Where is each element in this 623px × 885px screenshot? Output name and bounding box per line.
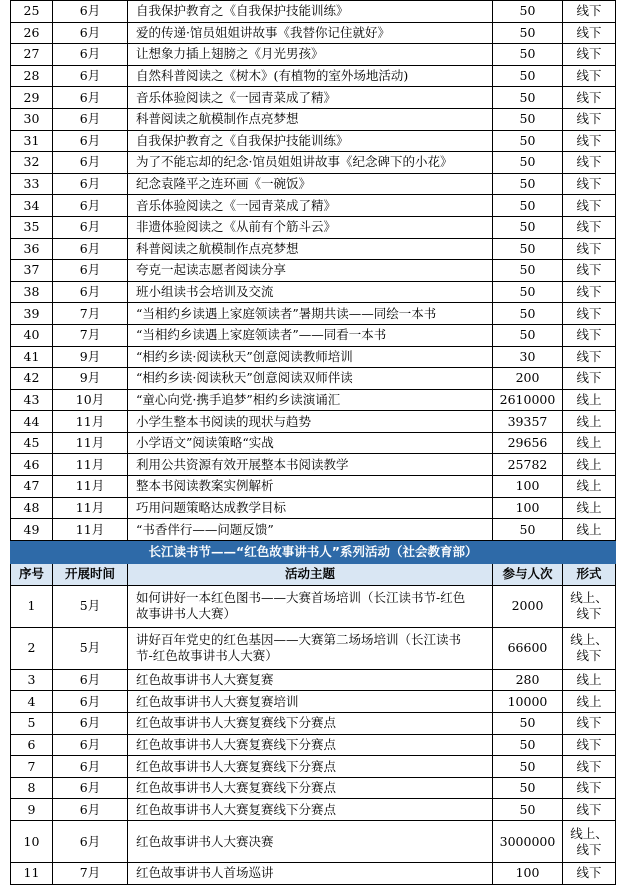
cell-count: 50 (493, 216, 563, 238)
cell-count: 30 (493, 346, 563, 368)
section-banner-row (11, 541, 616, 563)
cell-no: 40 (11, 324, 53, 346)
cell-form: 线下 (563, 152, 616, 174)
cell-form: 线上 (563, 519, 616, 541)
cell-topic: 为了不能忘却的纪念·馆员姐姐讲故事《纪念碑下的小花》 (128, 152, 493, 174)
cell-time: 11月 (53, 454, 128, 476)
cell-topic: 红色故事讲书人大赛复赛线下分赛点 (128, 777, 493, 799)
cell-form: 线下 (563, 260, 616, 282)
cell-topic: “相约乡读·阅读秋天”创意阅读双师伴读 (128, 368, 493, 390)
cell-form: 线上 (563, 497, 616, 519)
cell-topic: 利用公共资源有效开展整本书阅读教学 (128, 454, 493, 476)
cell-count: 50 (493, 303, 563, 325)
cell-time: 6月 (53, 152, 128, 174)
cell-topic: 夸克一起读志愿者阅读分享 (128, 260, 493, 282)
cell-count: 66600 (493, 627, 563, 669)
cell-count: 50 (493, 173, 563, 195)
cell-form-line: 线上、 (570, 825, 608, 841)
cell-time: 6月 (53, 756, 128, 778)
cell-time: 6月 (53, 238, 128, 260)
cell-no: 2 (11, 627, 53, 669)
table-row (11, 519, 616, 541)
cell-time: 10月 (53, 389, 128, 411)
cell-form-line: 线上、 (570, 590, 608, 606)
table-row (11, 777, 616, 799)
cell-count: 29656 (493, 432, 563, 454)
cell-count: 280 (493, 669, 563, 691)
cell-form: 线下 (563, 195, 616, 217)
table-row (11, 238, 616, 260)
table-row (11, 863, 616, 885)
cell-form: 线下 (563, 346, 616, 368)
cell-no: 25 (11, 1, 53, 23)
cell-topic: 红色故事讲书人大赛复赛培训 (128, 691, 493, 713)
table-row (11, 432, 616, 454)
cell-time: 6月 (53, 669, 128, 691)
cell-form: 线下 (563, 44, 616, 66)
table-row (11, 411, 616, 433)
document-page (10, 0, 615, 885)
cell-time: 11月 (53, 432, 128, 454)
cell-topic (128, 627, 493, 669)
cell-topic-line: 节-红色故事讲书人大赛） (136, 648, 278, 664)
cell-count: 50 (493, 281, 563, 303)
cell-time: 6月 (53, 281, 128, 303)
cell-time: 6月 (53, 691, 128, 713)
table-row (11, 87, 616, 109)
cell-count: 10000 (493, 691, 563, 713)
cell-no: 42 (11, 368, 53, 390)
cell-count: 50 (493, 44, 563, 66)
table-row (11, 108, 616, 130)
table-row (11, 476, 616, 498)
table-row (11, 195, 616, 217)
cell-no: 33 (11, 173, 53, 195)
cell-no: 6 (11, 734, 53, 756)
table-row (11, 324, 616, 346)
cell-form: 线下 (563, 324, 616, 346)
cell-topic: 科普阅读之航模制作点亮梦想 (128, 108, 493, 130)
cell-form: 线下 (563, 303, 616, 325)
cell-time: 7月 (53, 324, 128, 346)
cell-count: 50 (493, 238, 563, 260)
cell-form: 线上 (563, 389, 616, 411)
header-row (11, 563, 616, 585)
table-row (11, 65, 616, 87)
table-row (11, 799, 616, 821)
cell-count: 50 (493, 324, 563, 346)
cell-no: 11 (11, 863, 53, 885)
cell-topic: 纪念袁隆平之连环画《一碗饭》 (128, 173, 493, 195)
cell-form: 线下 (563, 799, 616, 821)
cell-topic: 小学语文”阅读策略“实战 (128, 432, 493, 454)
table-row (11, 497, 616, 519)
table-row (11, 669, 616, 691)
cell-topic: 科普阅读之航模制作点亮梦想 (128, 238, 493, 260)
cell-count: 200 (493, 368, 563, 390)
cell-time: 11月 (53, 497, 128, 519)
cell-no: 32 (11, 152, 53, 174)
table-row (11, 368, 616, 390)
cell-form: 线上 (563, 476, 616, 498)
cell-time: 7月 (53, 303, 128, 325)
cell-form: 线下 (563, 216, 616, 238)
cell-topic: 自我保护教育之《自我保护技能训练》 (128, 130, 493, 152)
activity-table-1-body (11, 1, 616, 541)
table-row (11, 130, 616, 152)
cell-no: 36 (11, 238, 53, 260)
header-no: 序号 (11, 563, 53, 585)
cell-form: 线下 (563, 281, 616, 303)
activity-table-2-body (11, 541, 616, 884)
cell-no: 48 (11, 497, 53, 519)
cell-count: 2610000 (493, 389, 563, 411)
cell-form: 线下 (563, 65, 616, 87)
cell-no: 43 (11, 389, 53, 411)
cell-time: 9月 (53, 346, 128, 368)
cell-topic: 红色故事讲书人大赛复赛线下分赛点 (128, 713, 493, 735)
table-row (11, 1, 616, 23)
cell-time: 5月 (53, 585, 128, 627)
cell-topic: 爱的传递·馆员姐姐讲故事《我替你记住就好》 (128, 22, 493, 44)
cell-form: 线下 (563, 87, 616, 109)
cell-topic: 红色故事讲书人大赛复赛线下分赛点 (128, 799, 493, 821)
table-row (11, 152, 616, 174)
cell-time: 6月 (53, 713, 128, 735)
cell-form: 线下 (563, 713, 616, 735)
cell-no: 7 (11, 756, 53, 778)
cell-time: 7月 (53, 863, 128, 885)
cell-count: 50 (493, 1, 563, 23)
cell-form: 线下 (563, 734, 616, 756)
cell-time: 6月 (53, 130, 128, 152)
cell-count: 100 (493, 476, 563, 498)
table-row (11, 303, 616, 325)
cell-count: 50 (493, 130, 563, 152)
cell-form: 线下 (563, 130, 616, 152)
cell-topic: “书香伴行——问题反馈” (128, 519, 493, 541)
cell-form: 线下 (563, 368, 616, 390)
cell-no: 28 (11, 65, 53, 87)
cell-time: 6月 (53, 1, 128, 23)
table-row (11, 454, 616, 476)
table-row (11, 281, 616, 303)
cell-no: 34 (11, 195, 53, 217)
header-time: 开展时间 (53, 563, 128, 585)
cell-topic: “当相约乡读遇上家庭领读者”——同看一本书 (128, 324, 493, 346)
table-row (11, 216, 616, 238)
activity-table-2 (10, 541, 616, 885)
cell-count: 50 (493, 108, 563, 130)
cell-count: 50 (493, 195, 563, 217)
cell-form: 线下 (563, 777, 616, 799)
cell-form: 线下 (563, 173, 616, 195)
cell-count: 50 (493, 799, 563, 821)
cell-time: 11月 (53, 411, 128, 433)
cell-time: 6月 (53, 216, 128, 238)
cell-topic: 红色故事讲书人首场巡讲 (128, 863, 493, 885)
cell-form-line: 线下 (576, 648, 602, 664)
cell-no: 47 (11, 476, 53, 498)
cell-form: 线上 (563, 432, 616, 454)
table-row (11, 691, 616, 713)
cell-no: 31 (11, 130, 53, 152)
cell-time: 6月 (53, 87, 128, 109)
cell-form (563, 627, 616, 669)
cell-time: 11月 (53, 519, 128, 541)
cell-topic (128, 585, 493, 627)
cell-topic-line: 如何讲好一本红色图书——大赛首场培训（长江读书节-红色 (136, 590, 466, 606)
table-row (11, 260, 616, 282)
cell-form: 线下 (563, 238, 616, 260)
cell-time: 11月 (53, 476, 128, 498)
table-row (11, 585, 616, 627)
cell-topic: 非遗体验阅读之《从前有个筋斗云》 (128, 216, 493, 238)
cell-no: 37 (11, 260, 53, 282)
cell-no: 29 (11, 87, 53, 109)
cell-no: 26 (11, 22, 53, 44)
cell-no: 41 (11, 346, 53, 368)
cell-form: 线下 (563, 22, 616, 44)
cell-count: 39357 (493, 411, 563, 433)
cell-form: 线上 (563, 454, 616, 476)
cell-topic: “相约乡读·阅读秋天”创意阅读教师培训 (128, 346, 493, 368)
cell-topic: 红色故事讲书人大赛复赛线下分赛点 (128, 756, 493, 778)
cell-time: 6月 (53, 777, 128, 799)
header-topic: 活动主题 (128, 563, 493, 585)
table-row (11, 734, 616, 756)
cell-no: 38 (11, 281, 53, 303)
table-row (11, 713, 616, 735)
cell-count: 2000 (493, 585, 563, 627)
cell-topic: “童心向党·携手追梦”相约乡读演诵汇 (128, 389, 493, 411)
cell-topic: 班小组读书会培训及交流 (128, 281, 493, 303)
cell-form (563, 821, 616, 863)
cell-form: 线下 (563, 1, 616, 23)
cell-topic-line: 讲好百年党史的红色基因——大赛第二场场培训（长江读书 (136, 632, 462, 648)
cell-topic: “当相约乡读遇上家庭领读者”暑期共读——同绘一本书 (128, 303, 493, 325)
cell-topic-line: 故事讲书人大赛） (136, 606, 237, 622)
cell-topic: 巧用问题策略达成教学目标 (128, 497, 493, 519)
table-row (11, 389, 616, 411)
table-row (11, 756, 616, 778)
cell-no: 44 (11, 411, 53, 433)
cell-count: 50 (493, 756, 563, 778)
cell-count: 50 (493, 22, 563, 44)
cell-no: 5 (11, 713, 53, 735)
table-row (11, 22, 616, 44)
cell-form (563, 585, 616, 627)
cell-time: 6月 (53, 108, 128, 130)
cell-no: 35 (11, 216, 53, 238)
cell-no: 30 (11, 108, 53, 130)
cell-no: 27 (11, 44, 53, 66)
cell-count: 50 (493, 87, 563, 109)
cell-count: 50 (493, 65, 563, 87)
cell-time: 6月 (53, 44, 128, 66)
cell-time: 6月 (53, 22, 128, 44)
table-row (11, 821, 616, 863)
cell-no: 49 (11, 519, 53, 541)
cell-no: 9 (11, 799, 53, 821)
cell-no: 45 (11, 432, 53, 454)
cell-count: 50 (493, 260, 563, 282)
cell-time: 6月 (53, 734, 128, 756)
cell-time: 6月 (53, 195, 128, 217)
cell-count: 50 (493, 777, 563, 799)
cell-topic: 自我保护教育之《自我保护技能训练》 (128, 1, 493, 23)
table-row (11, 627, 616, 669)
cell-no: 3 (11, 669, 53, 691)
activity-table-1 (10, 0, 616, 541)
cell-no: 46 (11, 454, 53, 476)
cell-topic: 音乐体验阅读之《一园青菜成了精》 (128, 195, 493, 217)
cell-count: 50 (493, 713, 563, 735)
cell-form: 线下 (563, 108, 616, 130)
cell-topic: 音乐体验阅读之《一园青菜成了精》 (128, 87, 493, 109)
cell-count: 3000000 (493, 821, 563, 863)
table-row (11, 44, 616, 66)
cell-no: 10 (11, 821, 53, 863)
cell-topic: 整本书阅读教案实例解析 (128, 476, 493, 498)
cell-count: 100 (493, 497, 563, 519)
cell-count: 100 (493, 863, 563, 885)
cell-topic: 红色故事讲书人大赛复赛 (128, 669, 493, 691)
cell-form-line: 线下 (576, 841, 602, 857)
table-row (11, 173, 616, 195)
cell-no: 4 (11, 691, 53, 713)
cell-time: 6月 (53, 65, 128, 87)
cell-form: 线下 (563, 756, 616, 778)
cell-time: 6月 (53, 799, 128, 821)
cell-time: 9月 (53, 368, 128, 390)
cell-time: 6月 (53, 821, 128, 863)
cell-form: 线下 (563, 863, 616, 885)
cell-form-line: 线上、 (570, 632, 608, 648)
cell-topic: 红色故事讲书人大赛复赛线下分赛点 (128, 734, 493, 756)
cell-no: 8 (11, 777, 53, 799)
cell-form: 线上 (563, 411, 616, 433)
cell-topic: 让想象力插上翅膀之《月光男孩》 (128, 44, 493, 66)
cell-topic: 小学生整本书阅读的现状与趋势 (128, 411, 493, 433)
cell-no: 1 (11, 585, 53, 627)
cell-time: 5月 (53, 627, 128, 669)
cell-no: 39 (11, 303, 53, 325)
header-count: 参与人次 (493, 563, 563, 585)
cell-count: 50 (493, 734, 563, 756)
cell-topic: 红色故事讲书人大赛决赛 (128, 821, 493, 863)
cell-count: 50 (493, 152, 563, 174)
cell-form-line: 线下 (576, 606, 602, 622)
cell-form: 线上 (563, 691, 616, 713)
cell-topic: 自然科普阅读之《树木》(有植物的室外场地活动) (128, 65, 493, 87)
header-form: 形式 (563, 563, 616, 585)
table-row (11, 346, 616, 368)
section-banner: 长江读书节——“红色故事讲书人”系列活动（社会教育部） (11, 541, 616, 563)
cell-time: 6月 (53, 173, 128, 195)
cell-count: 50 (493, 519, 563, 541)
cell-time: 6月 (53, 260, 128, 282)
cell-count: 25782 (493, 454, 563, 476)
cell-form: 线上 (563, 669, 616, 691)
